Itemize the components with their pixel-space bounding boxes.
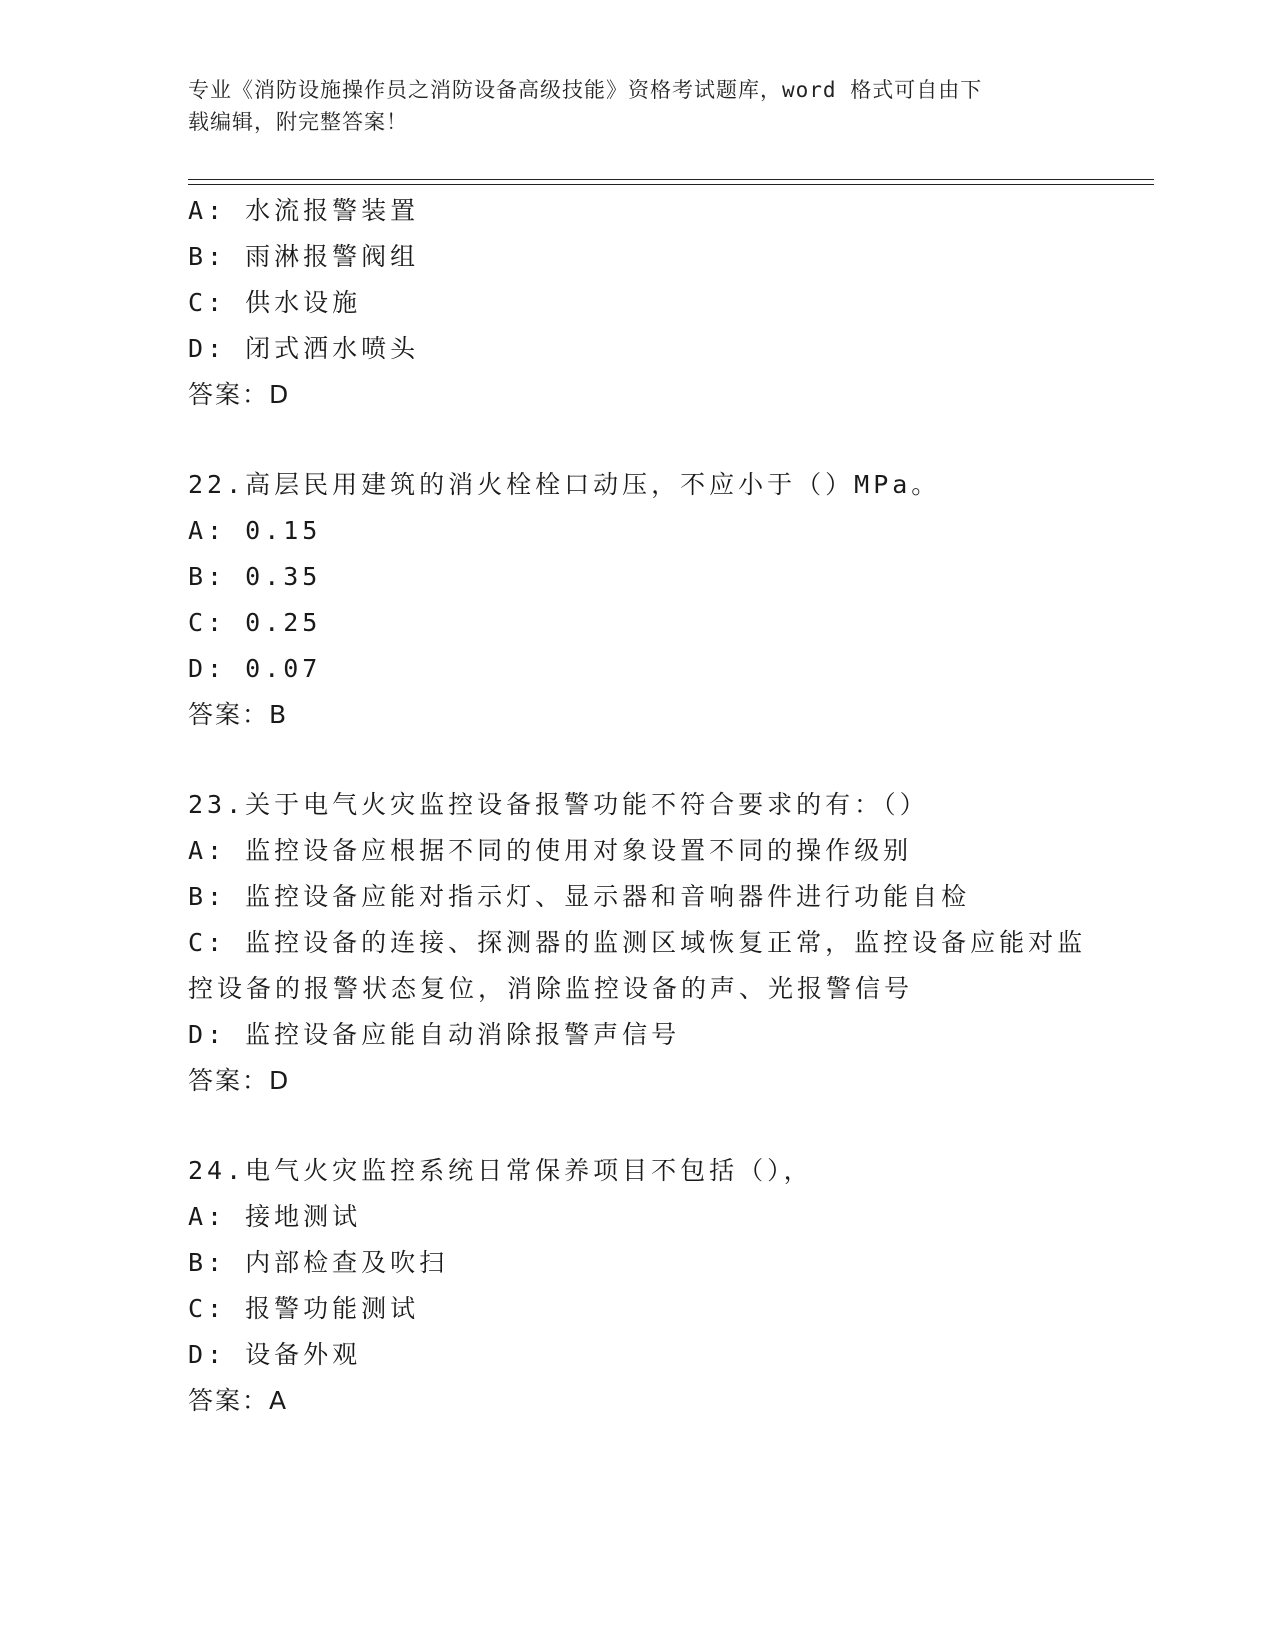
option-d: D: 闭式洒水喷头 bbox=[188, 334, 420, 363]
question-block-21 bbox=[188, 188, 1168, 418]
option-b: B: 内部检查及吹扫 bbox=[188, 1248, 449, 1277]
option-c: C: 供水设施 bbox=[188, 288, 362, 317]
answer-line: 答案：D bbox=[188, 1066, 291, 1095]
question-text: 22.高层民用建筑的消火栓栓口动压，不应小于（）MPa。 bbox=[188, 470, 941, 499]
question-block-22 bbox=[188, 462, 1168, 738]
option-a: A: 水流报警装置 bbox=[188, 196, 420, 225]
question-list bbox=[188, 188, 1168, 1424]
header-line-2: 载编辑，附完整答案！ bbox=[188, 110, 408, 134]
option-c: C: 报警功能测试 bbox=[188, 1294, 420, 1323]
question-text: 23.关于电气火灾监控设备报警功能不符合要求的有：（） bbox=[188, 790, 929, 819]
option-a: A: 0.15 bbox=[188, 516, 322, 545]
option-a: A: 监控设备应根据不同的使用对象设置不同的操作级别 bbox=[188, 836, 913, 865]
header-line-1: 专业《消防设施操作员之消防设备高级技能》资格考试题库，word 格式可自由下 bbox=[188, 78, 983, 102]
option-d: D: 设备外观 bbox=[188, 1340, 362, 1369]
question-block-23 bbox=[188, 782, 1168, 1104]
question-text: 24.电气火灾监控系统日常保养项目不包括（）， bbox=[188, 1156, 813, 1185]
document-header bbox=[188, 74, 1088, 138]
option-d: D: 0.07 bbox=[188, 654, 322, 683]
option-b: B: 雨淋报警阀组 bbox=[188, 242, 420, 271]
option-d: D: 监控设备应能自动消除报警声信号 bbox=[188, 1020, 681, 1049]
question-block-24 bbox=[188, 1148, 1168, 1424]
answer-line: 答案：B bbox=[188, 700, 289, 729]
option-b: B: 监控设备应能对指示灯、显示器和音响器件进行功能自检 bbox=[188, 882, 971, 911]
header-divider bbox=[188, 179, 1154, 185]
option-c: C: 监控设备的连接、探测器的监测区域恢复正常，监控设备应能对监 bbox=[188, 928, 1087, 957]
option-c: C: 0.25 bbox=[188, 608, 322, 637]
answer-line: 答案：D bbox=[188, 380, 291, 409]
option-b: B: 0.35 bbox=[188, 562, 322, 591]
option-c-continued: 控设备的报警状态复位，消除监控设备的声、光报警信号 bbox=[188, 974, 914, 1003]
answer-line: 答案：A bbox=[188, 1386, 289, 1415]
option-a: A: 接地测试 bbox=[188, 1202, 362, 1231]
